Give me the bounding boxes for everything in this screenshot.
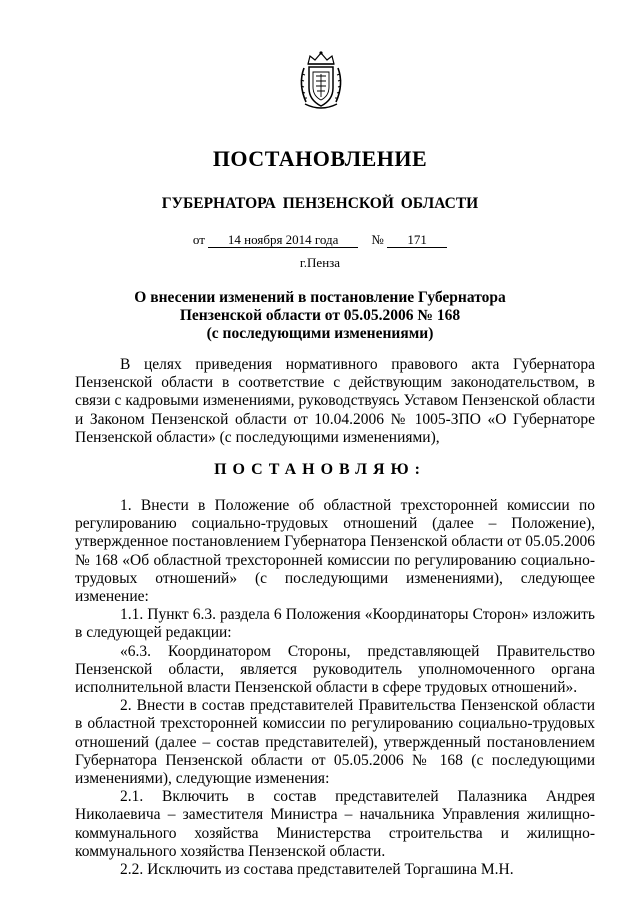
heading-line: О внесении изменений в постановление Губернатора (134, 289, 506, 306)
paragraph-item-2-2: 2.2. Исключить из состава представителей Торгашина М.Н. (120, 861, 514, 879)
document-date: 14 ноября 2014 года (208, 233, 358, 248)
coat-of-arms-emblem (296, 50, 346, 112)
date-prefix: от (192, 232, 205, 247)
city: г.Пенза (299, 255, 341, 270)
preamble-text: В целях приведения нормативного правового акта Губернатора Пензенской области в соответствие с действующим законодательством, в связи с кадровыми изменениями, руководствуясь Уставом Пензенской области и Законом Пензенской области от 10.04.2006 № 1005-ЗПО «О Губернаторе Пензенской области» (с последующими изменениями), (75, 356, 595, 446)
number-sign: № (371, 232, 384, 247)
paragraph-item-1-1: 1.1. Пункт 6.3. раздела 6 Положения «Координаторы Сторон» изложить в следующей редакции: (75, 606, 595, 642)
paragraph-item-2: 2. Внести в состав представителей Правительства Пензенской области в областной трехсторонней комиссии по регулированию социально-трудовых отношений (далее – состав представителей), утвержденный постановлением Губернатора Пензенской области от 05.05.2006 № 168 (с последующими изменениями), следующие изменения: (75, 697, 595, 788)
heading-line: (с последующими изменениями) (206, 325, 434, 342)
date-number-line (0, 232, 640, 248)
document-heading (120, 289, 520, 343)
heading-line: Пензенской области от 05.05.2006 № 168 (179, 307, 461, 324)
document-body (75, 497, 595, 879)
decree-word: ПОСТАНОВЛЯЮ: (214, 461, 426, 478)
issuer-subtitle: ГУБЕРНАТОРА ПЕНЗЕНСКОЙ ОБЛАСТИ (161, 195, 479, 212)
document-number: 171 (387, 233, 447, 248)
paragraph-item-2-1: 2.1. Включить в состав представителей Палазника Андрея Николаевича – заместителя Министра – начальника Управления жилищно-коммунального хозяйства Министерства строительства и жилищно-коммунального хозяйства Пензенской области. (75, 788, 595, 860)
preamble (75, 356, 595, 447)
paragraph-quote-6-3: «6.3. Координатором Стороны, представляющей Правительство Пензенской области, является руководитель уполномоченного органа исполнительной власти Пензенской области в сфере трудовых отношений». (75, 642, 595, 697)
paragraph-item-1: 1. Внести в Положение об областной трехсторонней комиссии по регулированию социально-трудовых отношений (далее – Положение), утвержденное постановлением Губернатора Пензенской области от 05.05.2006 № 168 «Об областной трехсторонней комиссии по регулированию социально-трудовых отношений» (с последующими изменениями), следующее изменение: (75, 497, 595, 606)
document-title: ПОСТАНОВЛЕНИЕ (212, 146, 428, 171)
